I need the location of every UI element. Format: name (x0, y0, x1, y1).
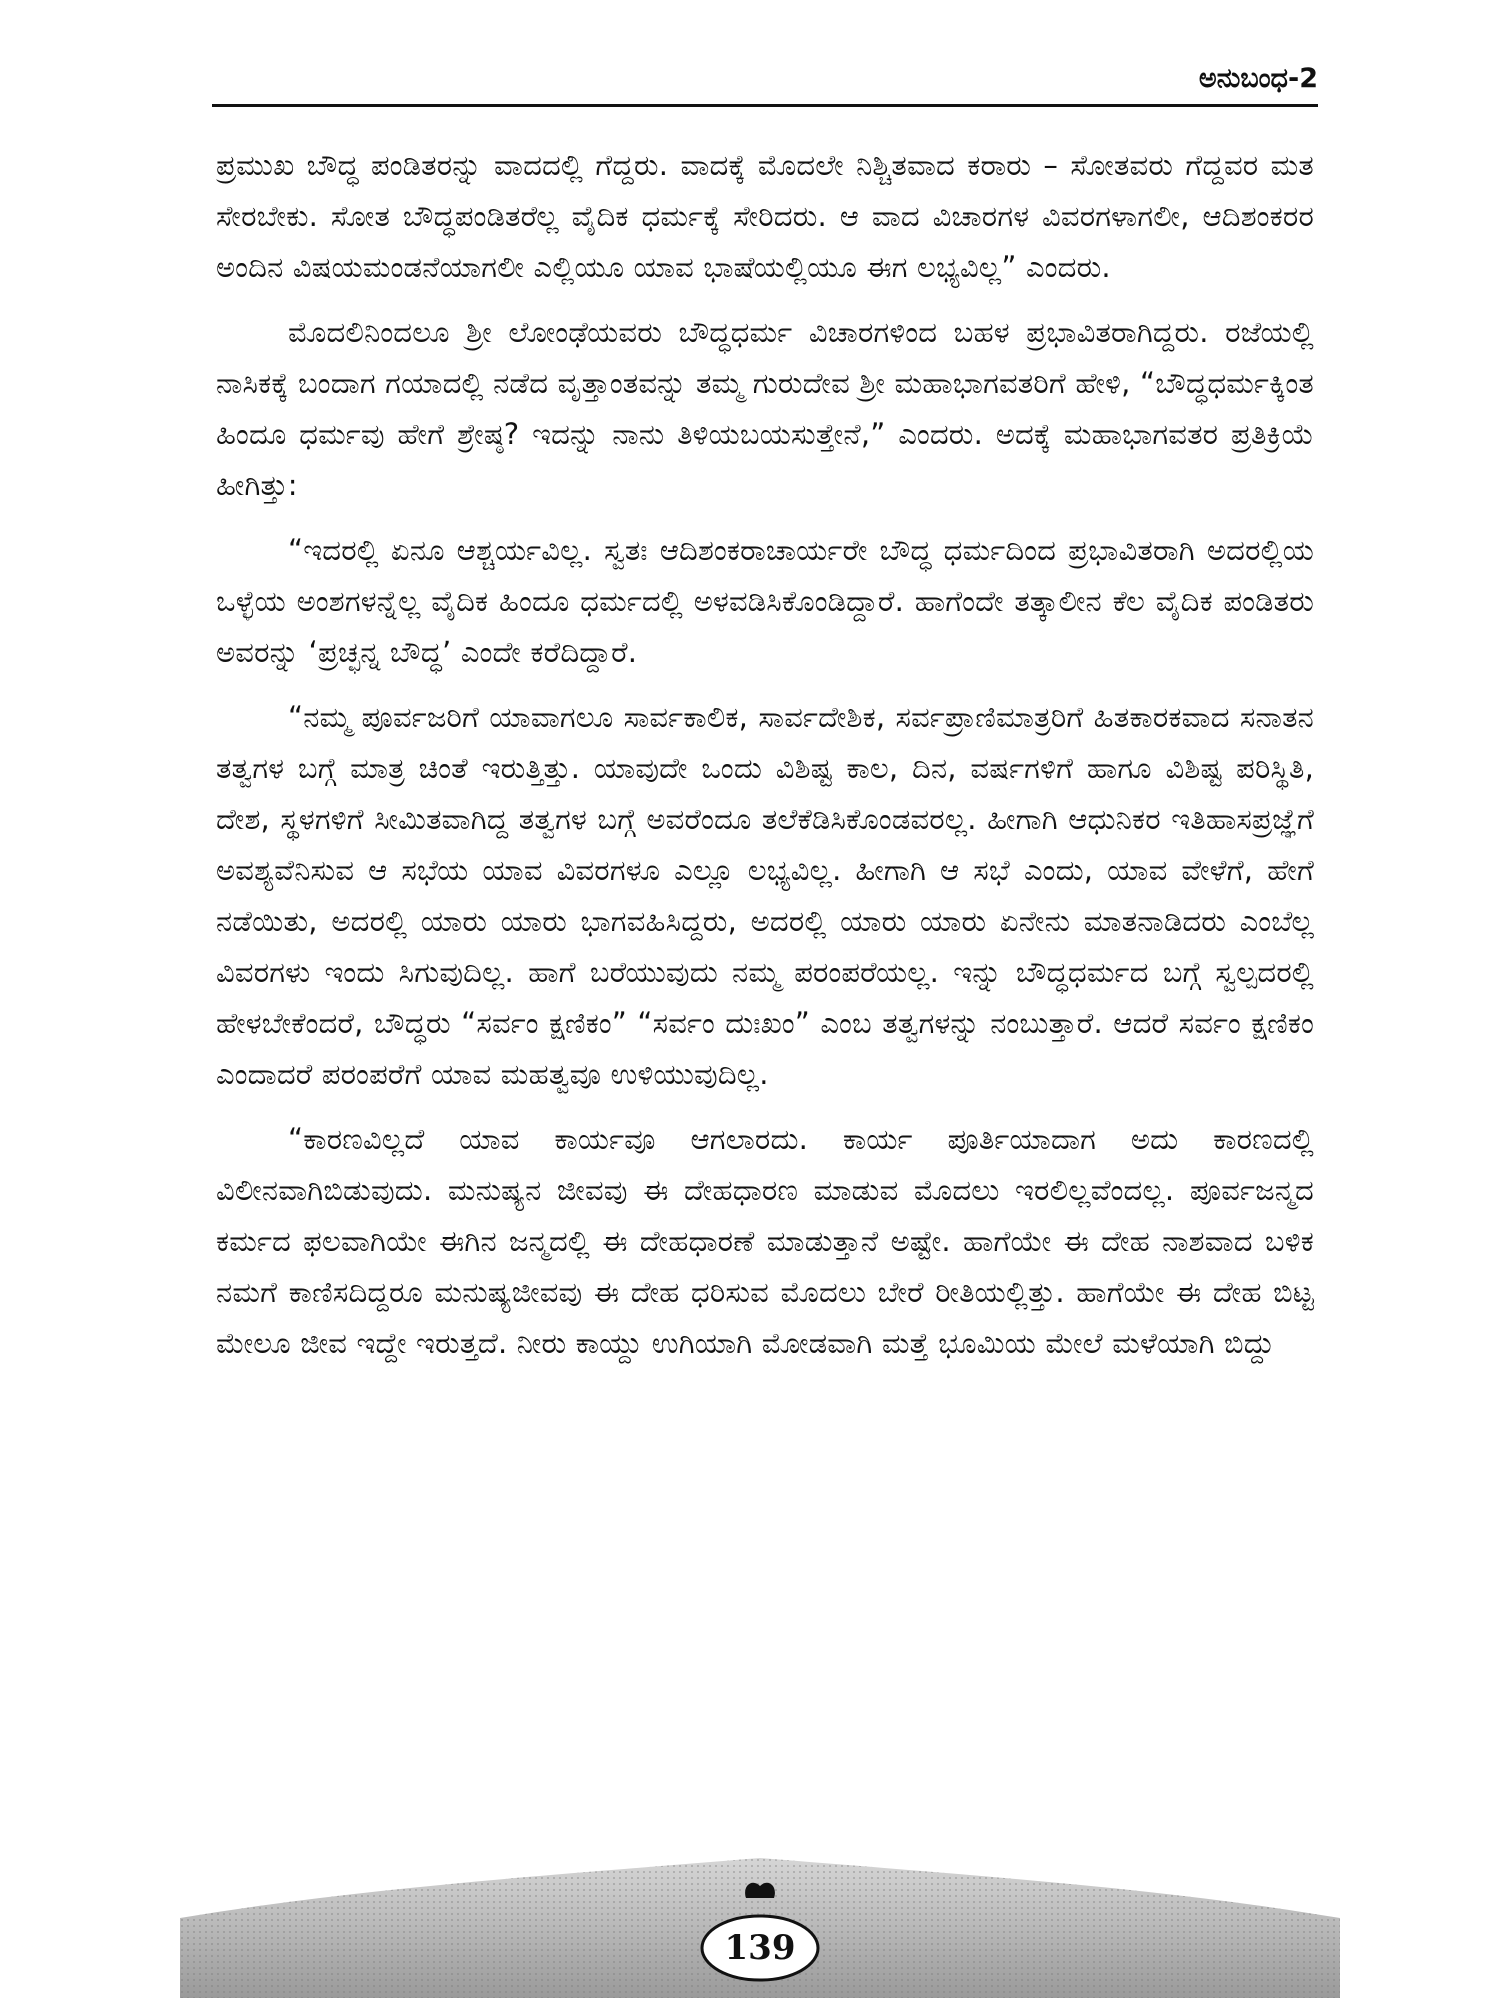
header-rule (212, 104, 1318, 107)
paragraph: ಪ್ರಮುಖ ಬೌದ್ಧ ಪಂಡಿತರನ್ನು ವಾದದಲ್ಲಿ ಗೆದ್ದರು. ವಾದಕ್ಕೆ ಮೊದಲೇ ನಿಶ್ಚಿತವಾದ ಕರಾರು – ಸೋತವರು ಗೆದ್ದವರ ಮತ ಸೇರಬೇಕು. ಸೋತ ಬೌದ್ಧಪಂಡಿತರೆಲ್ಲ ವೈದಿಕ ಧರ್ಮಕ್ಕೆ ಸೇರಿದರು. ಆ ವಾದ ವಿಚಾರಗಳ ವಿವರಗಳಾಗಲೀ, ಆದಿಶಂಕರರ ಅಂದಿನ ವಿಷಯಮಂಡನೆಯಾಗಲೀ ಎಲ್ಲಿಯೂ ಯಾವ ಭಾಷೆಯಲ್ಲಿಯೂ ಈಗ ಲಭ್ಯವಿಲ್ಲ” ಎಂದರು. (216, 148, 1314, 284)
page-number: 139 (724, 1928, 796, 1968)
paragraph: “ನಮ್ಮ ಪೂರ್ವಜರಿಗೆ ಯಾವಾಗಲೂ ಸಾರ್ವಕಾಲಿಕ, ಸಾರ್ವದೇಶಿಕ, ಸರ್ವಪ್ರಾಣಿಮಾತ್ರರಿಗೆ ಹಿತಕಾರಕವಾದ ಸನಾತನ ತತ್ವಗಳ ಬಗ್ಗೆ ಮಾತ್ರ ಚಿಂತೆ ಇರುತ್ತಿತ್ತು. ಯಾವುದೇ ಒಂದು ವಿಶಿಷ್ಟ ಕಾಲ, ದಿನ, ವರ್ಷಗಳಿಗೆ ಹಾಗೂ ವಿಶಿಷ್ಟ ಪರಿಸ್ಥಿತಿ, ದೇಶ, ಸ್ಥಳಗಳಿಗೆ ಸೀಮಿತವಾಗಿದ್ದ ತತ್ವಗಳ ಬಗ್ಗೆ ಅವರೆಂದೂ ತಲೆಕೆಡಿಸಿಕೊಂಡವರಲ್ಲ. ಹೀಗಾಗಿ ಆಧುನಿಕರ ಇತಿಹಾಸಪ್ರಜ್ಞೆಗೆ ಅವಶ್ಯವೆನಿಸುವ ಆ ಸಭೆಯ ಯಾವ ವಿವರಗಳೂ ಎಲ್ಲೂ ಲಭ್ಯವಿಲ್ಲ. ಹೀಗಾಗಿ ಆ ಸಭೆ ಎಂದು, ಯಾವ ವೇಳೆಗೆ, ಹೇಗೆ ನಡೆಯಿತು, ಅದರಲ್ಲಿ ಯಾರು ಯಾರು ಭಾಗವಹಿಸಿದ್ದರು, ಅದರಲ್ಲಿ ಯಾರು ಯಾರು ಏನೇನು ಮಾತನಾಡಿದರು ಎಂಬೆಲ್ಲ ವಿವರಗಳು ಇಂದು ಸಿಗುವುದಿಲ್ಲ. ಹಾಗೆ ಬರೆಯುವುದು ನಮ್ಮ ಪರಂಪರೆಯಲ್ಲ. ಇನ್ನು ಬೌದ್ಧಧರ್ಮದ ಬಗ್ಗೆ ಸ್ವಲ್ಪದರಲ್ಲಿ ಹೇಳಬೇಕೆಂದರೆ, ಬೌದ್ಧರು “ಸರ್ವಂ ಕ್ಷಣಿಕಂ” “ಸರ್ವಂ ದುಃಖಂ” ಎಂಬ ತತ್ವಗಳನ್ನು ನಂಬುತ್ತಾರೆ. ಆದರೆ ಸರ್ವಂ ಕ್ಷಣಿಕಂ ಎಂದಾದರೆ ಪರಂಪರೆಗೆ ಯಾವ ಮಹತ್ವವೂ ಉಳಿಯುವುದಿಲ್ಲ. (216, 700, 1314, 1091)
paragraph: ಮೊದಲಿನಿಂದಲೂ ಶ್ರೀ ಲೋಂಢೆಯವರು ಬೌದ್ಧಧರ್ಮ ವಿಚಾರಗಳಿಂದ ಬಹಳ ಪ್ರಭಾವಿತರಾಗಿದ್ದರು. ರಜೆಯಲ್ಲಿ ನಾಸಿಕಕ್ಕೆ ಬಂದಾಗ ಗಯಾದಲ್ಲಿ ನಡೆದ ವೃತ್ತಾಂತವನ್ನು ತಮ್ಮ ಗುರುದೇವ ಶ್ರೀ ಮಹಾಭಾಗವತರಿಗೆ ಹೇಳಿ, “ಬೌದ್ಧಧರ್ಮಕ್ಕಿಂತ ಹಿಂದೂ ಧರ್ಮವು ಹೇಗೆ ಶ್ರೇಷ್ಠ? ಇದನ್ನು ನಾನು ತಿಳಿಯಬಯಸುತ್ತೇನೆ,” ಎಂದರು. ಅದಕ್ಕೆ ಮಹಾಭಾಗವತರ ಪ್ರತಿಕ್ರಿಯೆ ಹೀಗಿತ್ತು: (216, 315, 1314, 502)
paragraph: “ಕಾರಣವಿಲ್ಲದೆ ಯಾವ ಕಾರ್ಯವೂ ಆಗಲಾರದು. ಕಾರ್ಯ ಪೂರ್ತಿಯಾದಾಗ ಅದು ಕಾರಣದಲ್ಲಿ ವಿಲೀನವಾಗಿಬಿಡುವುದು. ಮನುಷ್ಯನ ಜೀವವು ಈ ದೇಹಧಾರಣ ಮಾಡುವ ಮೊದಲು ಇರಲಿಲ್ಲವೆಂದಲ್ಲ. ಪೂರ್ವಜನ್ಮದ ಕರ್ಮದ ಫಲವಾಗಿಯೇ ಈಗಿನ ಜನ್ಮದಲ್ಲಿ ಈ ದೇಹಧಾರಣೆ ಮಾಡುತ್ತಾನೆ ಅಷ್ಟೇ. ಹಾಗೆಯೇ ಈ ದೇಹ ನಾಶವಾದ ಬಳಿಕ ನಮಗೆ ಕಾಣಿಸದಿದ್ದರೂ ಮನುಷ್ಯಜೀವವು ಈ ದೇಹ ಧರಿಸುವ ಮೊದಲು ಬೇರೆ ರೀತಿಯಲ್ಲಿತ್ತು. ಹಾಗೆಯೇ ಈ ದೇಹ ಬಿಟ್ಟ ಮೇಲೂ ಜೀವ ಇದ್ದೇ ಇರುತ್ತದೆ. ನೀರು ಕಾಯ್ದು ಉಗಿಯಾಗಿ ಮೋಡವಾಗಿ ಮತ್ತೆ ಭೂಮಿಯ ಮೇಲೆ ಮಳೆಯಾಗಿ ಬಿದ್ದು (216, 1122, 1314, 1360)
running-header (212, 56, 1318, 102)
page-body (216, 140, 1314, 1900)
paragraph: “ಇದರಲ್ಲಿ ಏನೂ ಆಶ್ಚರ್ಯವಿಲ್ಲ. ಸ್ವತಃ ಆದಿಶಂಕರಾಚಾರ್ಯರೇ ಬೌದ್ಧ ಧರ್ಮದಿಂದ ಪ್ರಭಾವಿತರಾಗಿ ಅದರಲ್ಲಿಯ ಒಳ್ಳೆಯ ಅಂಶಗಳನ್ನೆಲ್ಲ ವೈದಿಕ ಹಿಂದೂ ಧರ್ಮದಲ್ಲಿ ಅಳವಡಿಸಿಕೊಂಡಿದ್ದಾರೆ. ಹಾಗೆಂದೇ ತತ್ಕಾಲೀನ ಕೆಲ ವೈದಿಕ ಪಂಡಿತರು ಅವರನ್ನು ‘ಪ್ರಚ್ಛನ್ನ ಬೌದ್ಧ’ ಎಂದೇ ಕರೆದಿದ್ದಾರೆ. (216, 533, 1314, 669)
page-footer (180, 1858, 1340, 1998)
chapter-title: ಅನುಬಂಧ-2 (1198, 63, 1318, 94)
